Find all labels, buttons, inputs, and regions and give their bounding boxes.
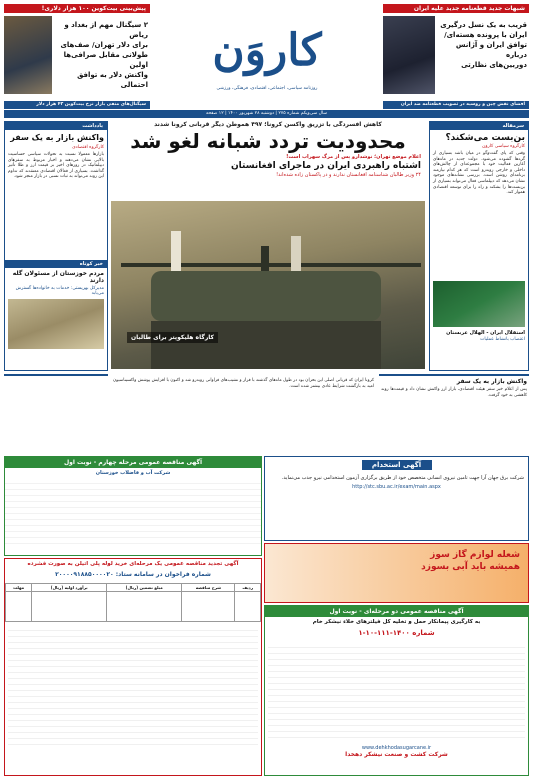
teaser-line: ایران با پرونده هسته‌ای/ xyxy=(444,31,527,39)
lead-headline: محدودیت تردد شبانه لغو شد xyxy=(130,129,406,153)
lead-photo xyxy=(111,201,425,369)
sugar-title: آگهی مناقصه عمومی دو مرحله‌ای - نوبت اول xyxy=(265,606,528,617)
tender2-number: شماره فراخوان در سامانه ستاد: ۲۰۰۰۰۹۱۸۸۵۰۰۰۰۲۰ xyxy=(55,571,211,578)
story-title: واکنش بازار به یک سفر xyxy=(456,378,527,385)
sugar-subtitle: به کارگیری پیمانکار حمل و تخلیه کل فیلترهای خلاء نیشکر خام xyxy=(312,619,481,625)
teaser-photo xyxy=(383,16,435,94)
editorial-author: کارگروه سیاسی کاروَن xyxy=(482,144,525,149)
sport-subtitle: اعتصاب بانشاط عملیات xyxy=(480,337,525,342)
gas-line-2: همیشه باید آبی بسوزد xyxy=(421,562,520,572)
teaser-line: واکنش دلار به توافق احتمالی xyxy=(77,71,148,89)
bottom-right-story xyxy=(379,374,529,454)
column-author: کارگروه اقتصادی xyxy=(72,145,104,150)
teaser-photo xyxy=(4,16,52,94)
sport-photo xyxy=(433,281,525,327)
tender1-org: شرکت آب و فاضلاب خوزستان xyxy=(95,470,171,476)
section-label: یادداشت xyxy=(5,122,107,130)
editorial-body: وقتی که پای گفت‌وگو در میان باشد بسیاری از گره‌ها گشوده می‌شود. دولت جدید در ماه‌های آغازین فعالیت خود با مجموعه‌ای از چالش‌های داخلی و خارجی روبه‌رو است که هر کدام نیازمند برنامه‌ای روشن است. بررسی نشانه‌های موجود نشان می‌دهد که دیپلماسی فعال می‌تواند بسیاری از بن‌بست‌ها را بشکند و راه را برای توسعه اقتصادی هموار کند. xyxy=(433,151,525,196)
column-body: بازارها معمولا نسبت به تحولات سیاسی حساسیت بالایی نشان می‌دهند و اخبار مربوط به سفرهای دیپلماتیک در روزهای اخیر بر قیمت ارز و طلا تأثیر گذاشت. بسیاری از فعالان اقتصادی معتقدند که تداوم این روند می‌تواند به ثبات نسبی در بازار منجر شود. xyxy=(8,152,104,180)
employment-url: http://stc.sbu.ac.ir/exam/main.aspx xyxy=(352,484,441,490)
teaser-line: دوربین‌های نظارتی xyxy=(461,61,527,69)
teaser-line: توافق ایران و آژانس درباره xyxy=(455,41,527,59)
teaser-header: پیش‌بینی بیت‌کوین ۱۰۰ هزار دلاری! xyxy=(4,4,150,13)
table-header: برآورد اولیه (ریال) xyxy=(32,584,107,592)
sport-title: استقلال ایران - الهلال عربستان xyxy=(446,330,525,336)
employment-ad xyxy=(264,456,529,541)
middle-story-body: کرونا ایران که قربانی اصلی این بحران بود در طول ماه‌های گذشته با فراز و نشیب‌های فراوانی روبه‌رو شد و اکنون با افزایش پوشش واکسیناسیون امید به بازگشت شرایط عادی بیشتر شده است. xyxy=(113,378,374,389)
section-label: سرمقاله xyxy=(430,122,528,130)
logo-subtitle: روزنامه سیاسی، اجتماعی، اقتصادی، فرهنگی، ورزشی xyxy=(216,86,318,91)
sugar-company: شرکت کشت و صنعت نیشکر دهخدا xyxy=(345,751,448,758)
editorial-title: بن‌بست می‌شکند؟ xyxy=(445,133,525,143)
left-column xyxy=(4,121,108,371)
sub-kicker: اعلام موضع تهران؛ نوشدارو پس از مرگ سهراب است! xyxy=(286,154,421,160)
table-header: ردیف xyxy=(235,584,261,592)
sugar-tender-ad xyxy=(264,605,529,776)
table-header: شرح مناقصه xyxy=(182,584,235,592)
tender-ad-2 xyxy=(4,558,262,776)
teaser-line: طولانی مقابل صرافی‌ها اولین xyxy=(63,51,148,69)
gas-ad xyxy=(264,543,529,603)
sugar-url: www.dehkhodasugarcane.ir xyxy=(361,745,432,751)
sub-red-line: ۲۴ وزیر طالبان شناسنامه افغانستان ندارند و در پاکستان زاده شده‌اند! xyxy=(276,172,421,178)
box-title: مردم خوزستان از مسئولان گله دارند xyxy=(12,270,104,284)
teaser-line: قریب به یک نسل درگیری xyxy=(440,21,527,29)
employment-body: شرکت برق جهان آرا جهت تامین نیروی انسانی متخصص خود از طریق برگزاری آزمون استخدامی نیرو جذب می‌نماید. xyxy=(281,475,524,481)
table-header: مهلت xyxy=(6,584,32,592)
dateline: سال سی‌ویکم شماره ۲۷۵ | دوشنبه ۲۸ شهریور ۱۴۰۰ | ۱۲ صفحه xyxy=(4,110,529,118)
left-strip xyxy=(4,374,108,454)
table-header: مبلغ تضمین (ریال) xyxy=(107,584,182,592)
photo-caption: کارگاه هلیکوپتر برای طالبان xyxy=(127,332,218,343)
box-subtitle: مدیرکل بهزیستی: خدمات به خانواده‌ها گسترش می‌یابد xyxy=(15,286,104,296)
gas-line-1: شعله لوازم گاز سوز xyxy=(430,550,520,560)
teaser-footer: سیگنال‌های منفی بازار نرخ بیت‌کوین ۴۳ هزار دلار xyxy=(4,101,150,108)
story-body: پس از اعلام خبر سفر هیئت اقتصادی، بازار ارز واکنش نشان داد و قیمت‌ها روند کاهشی به خود گرفت. xyxy=(381,387,527,398)
top-left-teaser xyxy=(4,4,150,109)
tender1-title: آگهی مناقصه عمومی مرحله چهارم - نوبت اول xyxy=(5,457,261,468)
column-title: واکنش بازار به یک سفر xyxy=(10,133,104,142)
logo: کاروَن xyxy=(212,25,322,76)
sub-headline: اشتباه راهبردی ایران در ماجرای افغانستان xyxy=(231,161,421,171)
teaser-footer: افشای نقش چین و روسیه در تصویب قطعنامه ضد ایران xyxy=(383,101,529,108)
employment-title: آگهی استخدام xyxy=(362,460,432,470)
box-photo xyxy=(8,299,104,349)
tender-ad-1 xyxy=(4,456,262,556)
teaser-header: شبهات جدید قطعنامه جدید علیه ایران xyxy=(383,4,529,13)
right-column xyxy=(429,121,529,371)
teaser-line: ۲ سیگنال مهم از بغداد و ریاض xyxy=(64,21,148,39)
tender2-table xyxy=(5,583,261,622)
lead-kicker: کاهش افسردگی با تزریق واکسن کرونا؛ ۴۹۷ هموطن دیگر قربانی کرونا شدند xyxy=(154,121,382,128)
helicopter-illustration xyxy=(111,201,425,369)
box-section: خبر کوتاه xyxy=(5,260,107,268)
lead-story xyxy=(111,121,425,371)
tender2-title: آگهی تجدید مناقصه عمومی یک مرحله‌ای خرید لوله پلی اتیلن به صورت فشرده xyxy=(27,561,239,567)
top-right-teaser xyxy=(383,4,529,109)
sugar-number: شماره ۱۴۰۰-۱۱۱-۱۰-۱ xyxy=(358,629,435,637)
teaser-line: برای دلار تهران/ صف‌های xyxy=(60,41,148,49)
masthead xyxy=(152,4,382,109)
